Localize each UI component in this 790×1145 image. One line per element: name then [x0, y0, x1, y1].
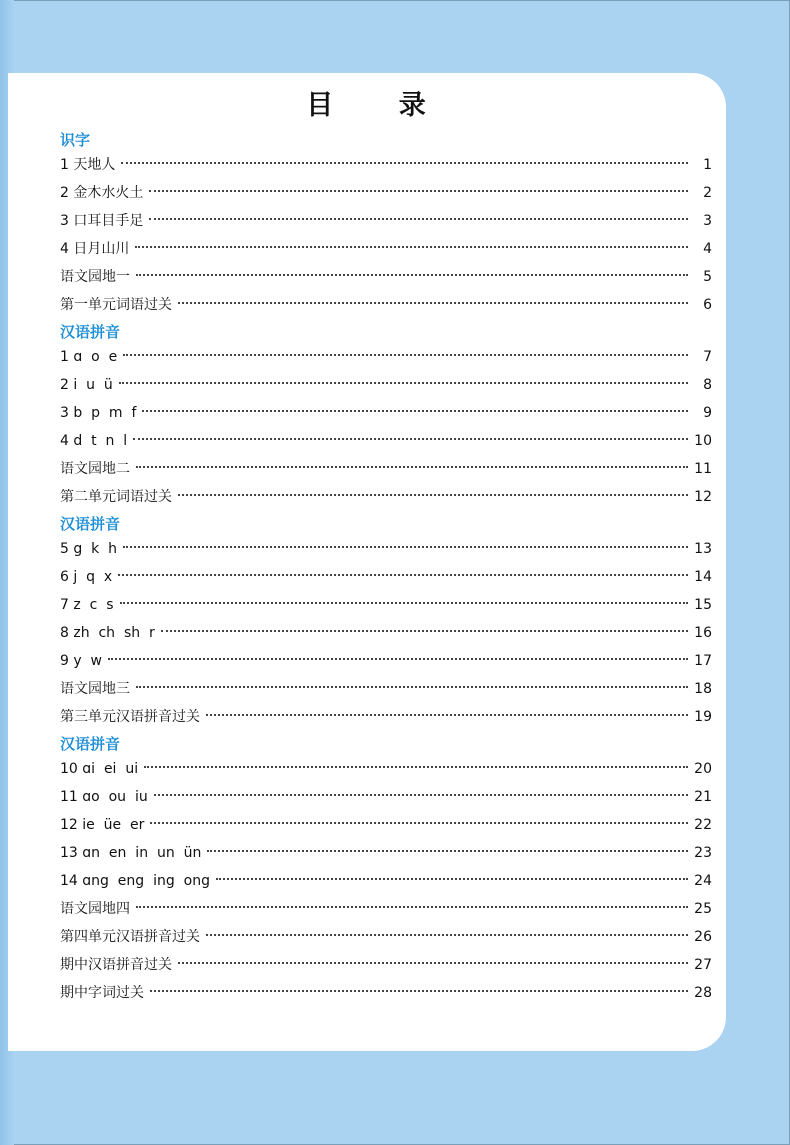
toc-entry-label: 第三单元汉语拼音过关	[60, 709, 200, 725]
toc-entry-page-number: 1	[703, 157, 712, 173]
toc-entry-label: 语文园地一	[60, 269, 130, 285]
toc-entry-page-number: 3	[703, 213, 712, 229]
toc-entry[interactable]	[60, 207, 712, 235]
dot-leader	[178, 962, 688, 964]
toc-entry-page-number: 22	[694, 817, 712, 833]
section-heading: 识字	[60, 131, 91, 149]
toc-entry-page-number: 11	[694, 461, 712, 477]
toc-entry[interactable]	[60, 647, 712, 675]
toc-entry-page-number: 8	[703, 377, 712, 393]
toc-entry[interactable]	[60, 951, 712, 979]
toc-entry[interactable]	[60, 619, 712, 647]
toc-entry[interactable]	[60, 263, 712, 291]
toc-entry-page-number: 10	[694, 433, 712, 449]
toc-entry[interactable]	[60, 179, 712, 207]
toc-entry[interactable]	[60, 455, 712, 483]
dot-leader	[150, 822, 688, 824]
toc-entry-label: 3 b p m f	[60, 405, 137, 421]
toc-entry-page-number: 23	[694, 845, 712, 861]
toc-entry[interactable]	[60, 591, 712, 619]
toc-entry[interactable]	[60, 563, 712, 591]
toc-entry-page-number: 14	[694, 569, 712, 585]
toc-entry-label: 9 y w	[60, 653, 102, 669]
toc-entry-label: 第四单元汉语拼音过关	[60, 929, 200, 945]
toc-entry-page-number: 26	[694, 929, 712, 945]
dot-leader	[149, 218, 688, 220]
dot-leader	[149, 190, 688, 192]
toc-entry-label: 语文园地四	[60, 901, 130, 917]
toc-entry[interactable]	[60, 867, 712, 895]
dot-leader	[119, 382, 688, 384]
toc-entry[interactable]	[60, 371, 712, 399]
toc-entry[interactable]	[60, 235, 712, 263]
toc-entry-label: 语文园地二	[60, 461, 130, 477]
toc-entry-label: 第一单元词语过关	[60, 297, 172, 313]
dot-leader	[178, 302, 688, 304]
dot-leader	[207, 850, 688, 852]
dot-leader	[120, 602, 689, 604]
toc-entry-page-number: 28	[694, 985, 712, 1001]
toc-entry[interactable]	[60, 535, 712, 563]
dot-leader	[136, 466, 688, 468]
toc-entry-page-number: 20	[694, 761, 712, 777]
toc-entry[interactable]	[60, 895, 712, 923]
toc-entry[interactable]	[60, 923, 712, 951]
toc-entry[interactable]	[60, 399, 712, 427]
section-heading: 汉语拼音	[60, 735, 121, 753]
toc-entry[interactable]	[60, 839, 712, 867]
toc-entry[interactable]	[60, 783, 712, 811]
dot-leader	[150, 990, 688, 992]
toc-entry-page-number: 5	[703, 269, 712, 285]
toc-entry[interactable]	[60, 483, 712, 511]
section-heading: 汉语拼音	[60, 323, 121, 341]
toc-entry-label: 期中汉语拼音过关	[60, 957, 172, 973]
toc-entry-label: 1 天地人	[60, 157, 116, 173]
toc-entry-label: 1 ɑ o e	[60, 349, 118, 365]
dot-leader	[123, 546, 688, 548]
toc-entry-label: 3 口耳目手足	[60, 213, 144, 229]
toc-entry[interactable]	[60, 811, 712, 839]
toc-entry-label: 期中字词过关	[60, 985, 144, 1001]
toc-entry-label: 4 d t n l	[60, 433, 128, 449]
dot-leader	[144, 766, 688, 768]
dot-leader	[154, 794, 688, 796]
toc-entry[interactable]	[60, 427, 712, 455]
toc-entry-page-number: 16	[694, 625, 712, 641]
toc-entry[interactable]	[60, 703, 712, 731]
toc-entry-label: 第二单元词语过关	[60, 489, 172, 505]
page-title: 目 录	[306, 90, 454, 121]
dot-leader	[135, 246, 688, 248]
dot-leader	[123, 354, 688, 356]
dot-leader	[118, 574, 688, 576]
toc-entry-page-number: 15	[694, 597, 712, 613]
toc-entry-page-number: 9	[703, 405, 712, 421]
toc-entry[interactable]	[60, 291, 712, 319]
section-heading: 汉语拼音	[60, 515, 121, 533]
toc-entry-label: 8 zh ch sh r	[60, 625, 155, 641]
toc-entry-page-number: 21	[694, 789, 712, 805]
toc-entry-page-number: 24	[694, 873, 712, 889]
toc-entry[interactable]	[60, 343, 712, 371]
toc-entry-label: 7 z c s	[60, 597, 114, 613]
toc-entry-label: 6 j q x	[60, 569, 113, 585]
toc-entry-label: 10 ɑi ei ui	[60, 761, 139, 777]
dot-leader	[121, 162, 688, 164]
toc-entry-label: 2 金木水火土	[60, 185, 144, 201]
toc-entry-page-number: 13	[694, 541, 712, 557]
toc-entry-label: 语文园地三	[60, 681, 130, 697]
toc-entry-page-number: 25	[694, 901, 712, 917]
dot-leader	[142, 410, 688, 412]
toc-entry-label: 14 ɑng eng ing ong	[60, 873, 210, 889]
toc-entry[interactable]	[60, 755, 712, 783]
dot-leader	[133, 438, 688, 440]
dot-leader	[136, 906, 688, 908]
toc-entry-label: 11 ɑo ou iu	[60, 789, 148, 805]
toc-entry-page-number: 6	[703, 297, 712, 313]
dot-leader	[178, 494, 688, 496]
toc-entry-page-number: 12	[694, 489, 712, 505]
toc-entry-page-number: 7	[703, 349, 712, 365]
toc-entry-label: 2 i u ü	[60, 377, 113, 393]
dot-leader	[136, 274, 688, 276]
toc-entry-label: 4 日月山川	[60, 241, 130, 257]
toc-entry-label: 5 g k h	[60, 541, 118, 557]
toc-entry-page-number: 27	[694, 957, 712, 973]
toc-entry[interactable]	[60, 675, 712, 703]
toc-entry[interactable]	[60, 151, 712, 179]
dot-leader	[206, 934, 688, 936]
table-of-contents	[60, 127, 712, 1007]
toc-entry-page-number: 19	[694, 709, 712, 725]
dot-leader	[136, 686, 688, 688]
toc-entry[interactable]	[60, 979, 712, 1007]
toc-entry-page-number: 18	[694, 681, 712, 697]
toc-entry-label: 13 ɑn en in un ün	[60, 845, 202, 861]
dot-leader	[206, 714, 688, 716]
toc-entry-label: 12 ie üe er	[60, 817, 145, 833]
toc-entry-page-number: 17	[694, 653, 712, 669]
dot-leader	[161, 630, 688, 632]
dot-leader	[108, 658, 688, 660]
toc-entry-page-number: 4	[703, 241, 712, 257]
dot-leader	[216, 878, 688, 880]
toc-entry-page-number: 2	[703, 185, 712, 201]
